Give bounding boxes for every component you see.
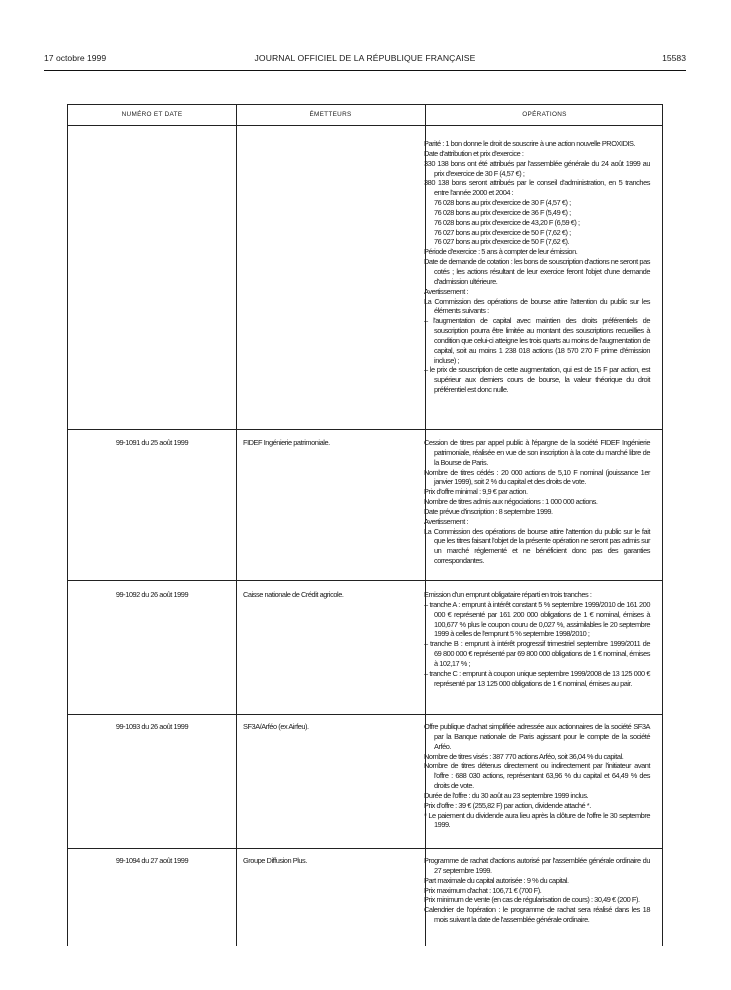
operation-line: Prix minimum de vente (en cas de régularisation de cours) : 30,49 € (200 F). bbox=[424, 895, 640, 905]
operations-table bbox=[67, 104, 663, 946]
header-journal-title: JOURNAL OFFICIEL DE LA RÉPUBLIQUE FRANÇAISE bbox=[254, 53, 476, 63]
operation-line: Prix d'offre : 39 € (255,82 F) par action, dividende attaché *. bbox=[424, 800, 591, 810]
operation-line: Emission d'un emprunt obligataire réparti en trois tranches : bbox=[424, 590, 592, 599]
table-row-operations bbox=[424, 139, 650, 395]
table-row-number: 99-1091 du 25 août 1999 bbox=[115, 438, 189, 447]
row-divider bbox=[68, 714, 662, 715]
operation-line: Date d'attribution et prix d'exercice : bbox=[424, 148, 524, 158]
table-row-operations bbox=[424, 438, 650, 566]
operation-line: 76 028 bons au prix d'exercice de 43,20 F (6,59 €) ; bbox=[434, 217, 580, 227]
table-row-issuer: Caisse nationale de Crédit agricole. bbox=[243, 590, 344, 599]
column-header-issuer: ÉMETTEURS bbox=[309, 111, 352, 118]
operation-line: Avertissement : bbox=[424, 286, 469, 296]
operation-line: 76 027 bons au prix d'exercice de 50 F (7,62 €). bbox=[434, 237, 570, 247]
operation-line: Cession de titres par appel public à l'épargne de la société FIDEF Ingénierie patrimoniale, réalisée en vue de son inscription à la cote du marché libre de la Bourse de Paris. bbox=[424, 438, 650, 467]
operation-line: Nombre de titres cédés : 20 000 actions de 5,10 F nominal (jouissance 1er janvier 1999), soit 2 % du capital et des droits de vote. bbox=[424, 467, 650, 487]
operation-line: La Commission des opérations de bourse attire l'attention du public sur les éléments suivants : bbox=[424, 296, 650, 316]
table-row-operations bbox=[424, 856, 650, 925]
column-divider bbox=[236, 104, 237, 946]
header-date: 17 octobre 1999 bbox=[44, 53, 107, 63]
operation-line: Durée de l'offre : du 30 août au 23 septembre 1999 inclus. bbox=[424, 790, 589, 800]
operation-line: Prix d'offre minimal : 9,9 € par action. bbox=[424, 487, 528, 497]
operation-line: Offre publique d'achat simplifiée adressée aux actionnaires de la société SF3A par la Banque nationale de Paris agissant pour le compte de la société Arféo. bbox=[424, 722, 650, 751]
table-row-issuer: SF3A/Arféo (ex Airfeu). bbox=[243, 722, 309, 731]
operation-line: * Le paiement du dividende aura lieu après la clôture de l'offre le 30 septembre 1999. bbox=[424, 810, 650, 830]
operation-line: – tranche C : emprunt à coupon unique septembre 1999/2008 de 13 125 000 € représenté par 13 125 000 obligations de 1 € nominal, émises au pair. bbox=[424, 668, 650, 688]
table-row-operations bbox=[424, 722, 650, 830]
operation-line: Nombre de titres visés : 387 770 actions Arféo, soit 36,04 % du capital. bbox=[424, 751, 624, 761]
operation-line: Prix maximum d'achat : 106,71 € (700 F). bbox=[424, 885, 542, 895]
table-row-operations bbox=[424, 590, 650, 688]
operation-line: Avertissement : bbox=[424, 516, 469, 526]
operation-line: Nombre de titres détenus directement ou indirectement par l'initiateur avant l'offre : 688 030 actions, représentant 63,96 % du capital et 64,49 % des droits de vote. bbox=[424, 761, 650, 791]
operation-line: Part maximale du capital autorisée : 9 % du capital. bbox=[424, 875, 569, 885]
operation-line: Calendrier de l'opération : le programme de rachat sera réalisé dans les 18 mois suivant la date de l'assemblée générale ordinaire. bbox=[424, 905, 650, 925]
page-header bbox=[44, 52, 686, 66]
operation-line: Date prévue d'inscription : 8 septembre 1999. bbox=[424, 506, 553, 516]
table-row-issuer: Groupe Diffusion Plus. bbox=[243, 856, 307, 865]
row-divider bbox=[68, 580, 662, 581]
column-header-number: NUMÉRO ET DATE bbox=[121, 111, 183, 118]
table-header bbox=[68, 104, 662, 126]
operation-line: Programme de rachat d'actions autorisé par l'assemblée générale ordinaire du 27 septembre 1999. bbox=[424, 856, 650, 875]
operation-line: 76 028 bons au prix d'exercice de 30 F (4,57 €) ; bbox=[434, 198, 571, 208]
table-row-number: 99-1093 du 26 août 1999 bbox=[115, 722, 189, 731]
operation-line: La Commission des opérations de bourse attire l'attention du public sur le fait que les titres faisant l'objet de la présente opération ne seront pas admis sur un marché réglementé et ne bénéficient donc pas des garanties correspondantes. bbox=[424, 526, 650, 566]
operation-line: Parité : 1 bon donne le droit de souscrire à une action nouvelle PROXIDIS. bbox=[424, 139, 636, 148]
column-header-operations: OPÉRATIONS bbox=[522, 111, 567, 118]
header-page-number: 15583 bbox=[662, 53, 686, 63]
operation-line: 76 028 bons au prix d'exercice de 36 F (5,49 €) ; bbox=[434, 207, 571, 217]
operation-line: – le prix de souscription de cette augmentation, qui est de 15 F par action, est supérieur aux derniers cours de bourse, la valeur théorique du droit préférentiel est donc nulle. bbox=[424, 365, 650, 395]
row-divider bbox=[68, 848, 662, 849]
operation-line: Période d'exercice : 5 ans à compter de leur émission. bbox=[424, 247, 578, 257]
operation-line: Nombre de titres admis aux négociations : 1 000 000 actions. bbox=[424, 497, 598, 507]
table-row-number: 99-1092 du 26 août 1999 bbox=[115, 590, 189, 599]
operation-line: Date de demande de cotation : les bons de souscription d'actions ne seront pas cotés ; les actions résultant de leur exercice feront l'objet d'une demande d'admission ultérieure. bbox=[424, 257, 650, 286]
header-rule bbox=[44, 70, 686, 71]
operation-line: – l'augmentation de capital avec maintien des droits préférentiels de souscription pourra être limitée au montant des souscriptions recueillies à condition que celui-ci atteigne les trois quarts au moins de l'augmentation de capital, soit au moins 1 238 018 actions (18 570 270 F prime d'émission incluse) ; bbox=[424, 316, 650, 365]
table-row-issuer: FIDEF Ingénierie patrimoniale. bbox=[243, 438, 330, 447]
operation-line: – tranche B : emprunt à intérêt progressif trimestriel septembre 1999/2011 de 69 800 000 € représenté par 69 800 000 obligations de 1 € nominal, émises à 102,17 % ; bbox=[424, 639, 650, 668]
operation-line: – tranche A : emprunt à intérêt constant 5 % septembre 1999/2010 de 161 200 000 € représenté par 161 200 000 obligations de 1 € nominal, émises à 100,677 % plus le coupon couru de 0,027 %, assimilables le 20 septembre 1999 à celles de l'emprunt 5 % septembre 1998/2010 ; bbox=[424, 599, 650, 639]
operation-line: 380 138 bons seront attribués par le conseil d'administration, en 5 tranches entre l'année 2000 et 2004 : bbox=[424, 178, 650, 198]
table-row-number: 99-1094 du 27 août 1999 bbox=[115, 856, 189, 865]
row-divider bbox=[68, 429, 662, 430]
operation-line: 330 138 bons ont été attribués par l'assemblée générale du 24 août 1999 au prix d'exercice de 30 F (4,57 €) ; bbox=[424, 158, 650, 178]
operation-line: 76 027 bons au prix d'exercice de 50 F (7,62 €) ; bbox=[434, 227, 571, 237]
